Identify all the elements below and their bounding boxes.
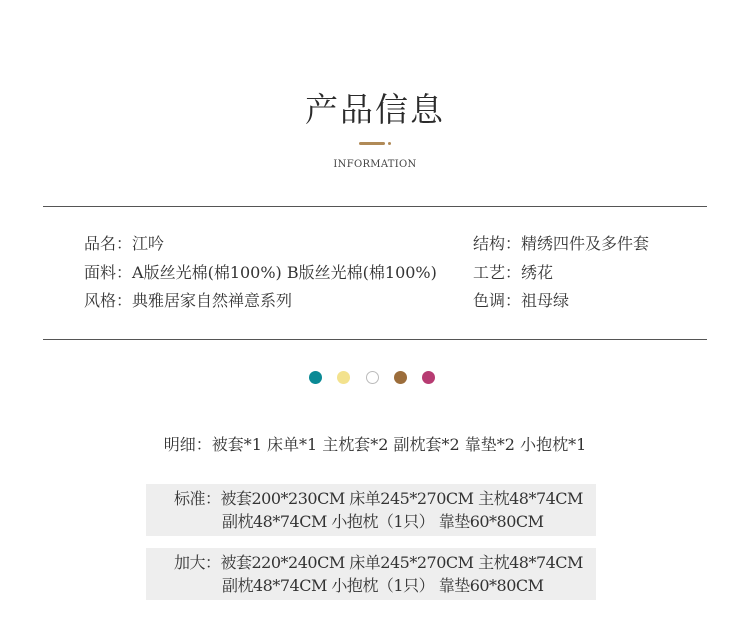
spec-label: 面料： <box>84 263 133 282</box>
spec-value: 精绣四件及多件套 <box>521 234 650 253</box>
spec-label: 品名： <box>84 234 133 253</box>
spec-name <box>84 234 164 254</box>
color-swatch-white[interactable] <box>366 371 379 384</box>
spec-value: 典雅居家自然禅意系列 <box>132 291 293 310</box>
color-swatch-magenta[interactable] <box>422 371 435 384</box>
page-title: 产品信息 <box>305 90 445 129</box>
spec-label: 风格： <box>84 291 133 310</box>
spec-value: 祖母绿 <box>521 291 570 310</box>
spec-label: 结构： <box>473 234 522 253</box>
size-large <box>146 548 596 600</box>
color-swatch-teal[interactable] <box>309 371 322 384</box>
spec-label: 色调： <box>473 291 522 310</box>
spec-structure <box>473 234 649 254</box>
spec-label: 工艺： <box>473 263 522 282</box>
size-standard-line1: 标准：被套200*230CM 床单245*270CM 主枕48*74CM <box>174 489 583 508</box>
color-swatch-brown[interactable] <box>394 371 407 384</box>
spec-craft <box>473 263 553 283</box>
title-divider <box>359 142 395 146</box>
bottom-divider <box>43 339 707 340</box>
title-divider-dot <box>388 142 391 145</box>
package-details: 明细：被套*1 床单*1 主枕套*2 副枕套*2 靠垫*2 小抱枕*1 <box>163 435 587 454</box>
title-divider-bar <box>359 142 385 145</box>
size-large-line2: 副枕48*74CM 小抱枕（1只） 靠垫60*80CM <box>222 576 544 595</box>
size-large-line1: 加大：被套220*240CM 床单245*270CM 主枕48*74CM <box>174 553 583 572</box>
page-subtitle: INFORMATION <box>333 159 417 170</box>
size-standard <box>146 484 596 536</box>
spec-value: 绣花 <box>521 263 554 282</box>
spec-value: A版丝光棉(棉100%) B版丝光棉(棉100%) <box>132 263 437 282</box>
spec-value: 江吟 <box>132 234 165 253</box>
spec-style <box>84 291 292 311</box>
color-swatches <box>309 371 439 385</box>
spec-tone <box>473 291 569 311</box>
size-standard-line2: 副枕48*74CM 小抱枕（1只） 靠垫60*80CM <box>222 512 544 531</box>
color-swatch-yellow[interactable] <box>337 371 350 384</box>
top-divider <box>43 206 707 207</box>
spec-fabric <box>84 263 437 283</box>
